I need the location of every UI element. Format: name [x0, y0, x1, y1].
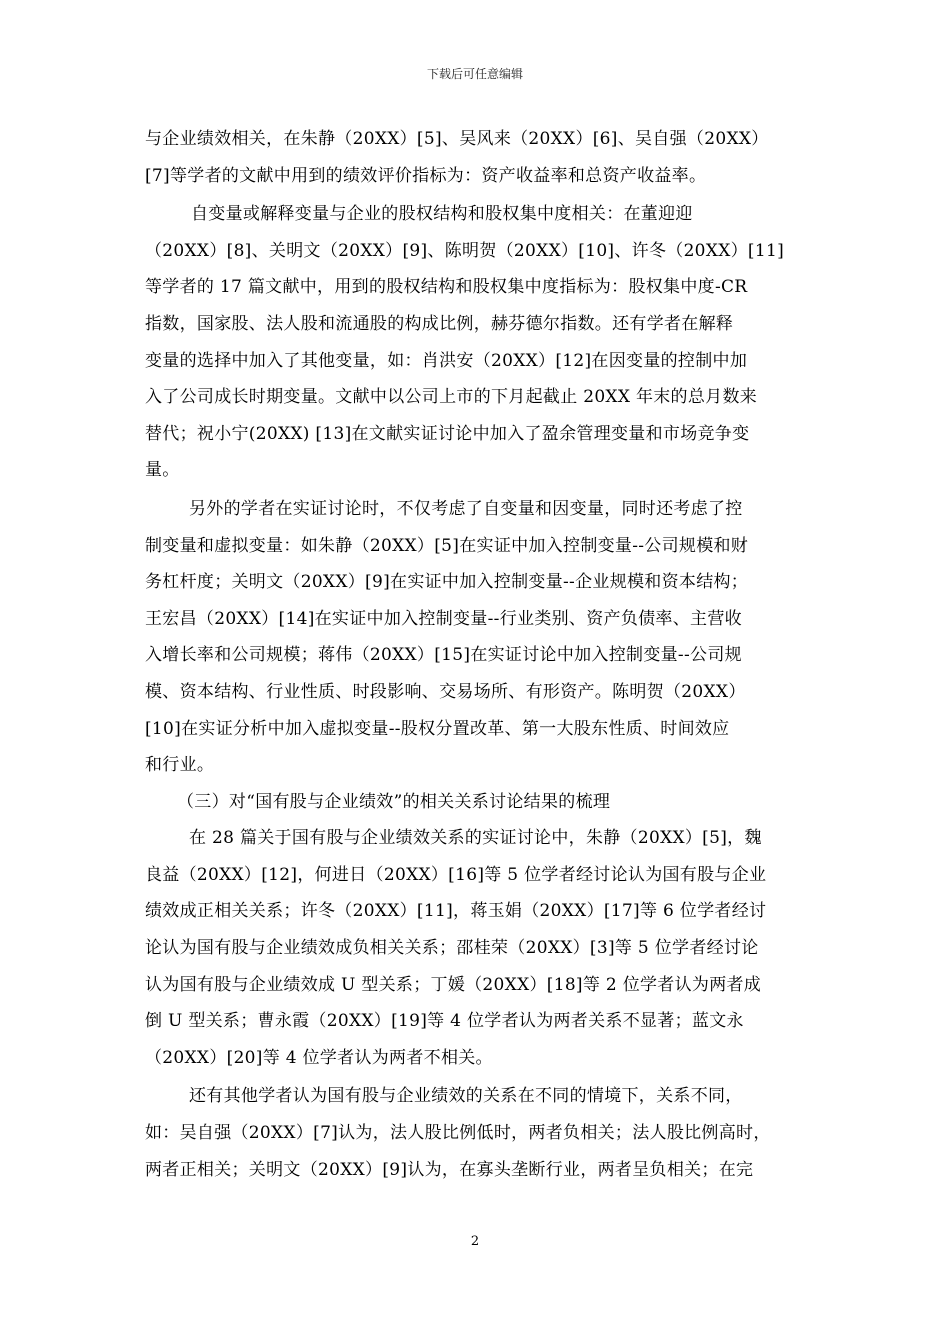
body-line: 论认为国有股与企业绩效成负相关关系；邵桂荣（20XX）[3]等 5 位学者经讨论 [145, 938, 759, 959]
body-line: 还有其他学者认为国有股与企业绩效的关系在不同的情境下，关系不同， [189, 1086, 743, 1107]
body-line: （20XX）[20]等 4 位学者认为两者不相关。 [145, 1047, 493, 1068]
body-line: 在 28 篇关于国有股与企业绩效关系的实证讨论中，朱静（20XX）[5]，魏 [189, 828, 762, 849]
body-line: 入了公司成长时期变量。文献中以公司上市的下月起截止 20XX 年末的总月数来 [145, 387, 758, 408]
body-line: 绩效成正相关关系；许冬（20XX）[11]，蒋玉娟（20XX）[17]等 6 位学者经讨 [145, 901, 767, 922]
body-line: （20XX）[8]、关明文（20XX）[9]、陈明贺（20XX）[10]、许冬（20XX）[11] [145, 240, 785, 261]
body-line: 变量的选择中加入了其他变量，如：肖洪安（20XX）[12]在因变量的控制中加 [145, 350, 748, 371]
body-line: [10]在实证分析中加入虚拟变量--股权分置改革、第一大股东性质、时间效应 [145, 718, 730, 739]
body-line: 倒 U 型关系；曹永霞（20XX）[19]等 4 位学者认为两者关系不显著；蓝文永 [145, 1011, 744, 1032]
document-body [145, 121, 810, 1188]
body-line: 替代；祝小宁(20XX) [13]在文献实证讨论中加入了盈余管理变量和市场竞争变 [145, 423, 750, 444]
body-line: 指数，国家股、法人股和流通股的构成比例，赫芬德尔指数。还有学者在解释 [145, 313, 734, 334]
body-line: 自变量或解释变量与企业的股权结构和股权集中度相关：在董迎迎 [191, 204, 693, 225]
body-line: 等学者的 17 篇文献中，用到的股权结构和股权集中度指标为：股权集中度-CR [145, 277, 748, 298]
page-number: 2 [470, 1234, 480, 1249]
body-line: 模、资本结构、行业性质、时段影响、交易场所、有形资产。陈明贺（20XX） [145, 681, 746, 702]
body-line: 两者正相关；关明文（20XX）[9]认为，在寡头垄断行业，两者呈负相关；在完 [145, 1159, 754, 1180]
body-line: 认为国有股与企业绩效成 U 型关系；丁媛（20XX）[18]等 2 位学者认为两者成 [145, 974, 762, 995]
body-line: 良益（20XX）[12]，何进日（20XX）[16]等 5 位学者经讨论认为国有股与企业 [145, 864, 767, 885]
section-heading: （三）对“国有股与企业绩效”的相关关系讨论结果的梳理 [177, 791, 611, 812]
body-line: 入增长率和公司规模；蒋伟（20XX）[15]在实证讨论中加入控制变量--公司规 [145, 645, 742, 666]
body-line: 王宏昌（20XX）[14]在实证中加入控制变量--行业类别、资产负债率、主营收 [145, 608, 742, 629]
body-line: 另外的学者在实证讨论时，不仅考虑了自变量和因变量，同时还考虑了控 [189, 498, 743, 519]
body-line: 和行业。 [145, 755, 215, 776]
body-line: [7]等学者的文献中用到的绩效评价指标为：资产收益率和总资产收益率。 [145, 165, 707, 186]
body-line: 如：吴自强（20XX）[7]认为，法人股比例低时，两者负相关；法人股比例高时， [145, 1123, 771, 1144]
page-header: 下载后可任意编辑 [426, 67, 523, 81]
body-line: 制变量和虚拟变量：如朱静（20XX）[5]在实证中加入控制变量--公司规模和财 [145, 535, 749, 556]
body-line: 务杠杆度；关明文（20XX）[9]在实证中加入控制变量--企业规模和资本结构； [145, 572, 749, 593]
body-line: 与企业绩效相关，在朱静（20XX）[5]、吴风来（20XX）[6]、吴自强（20XX） [145, 129, 769, 149]
body-line: 量。 [145, 460, 180, 481]
